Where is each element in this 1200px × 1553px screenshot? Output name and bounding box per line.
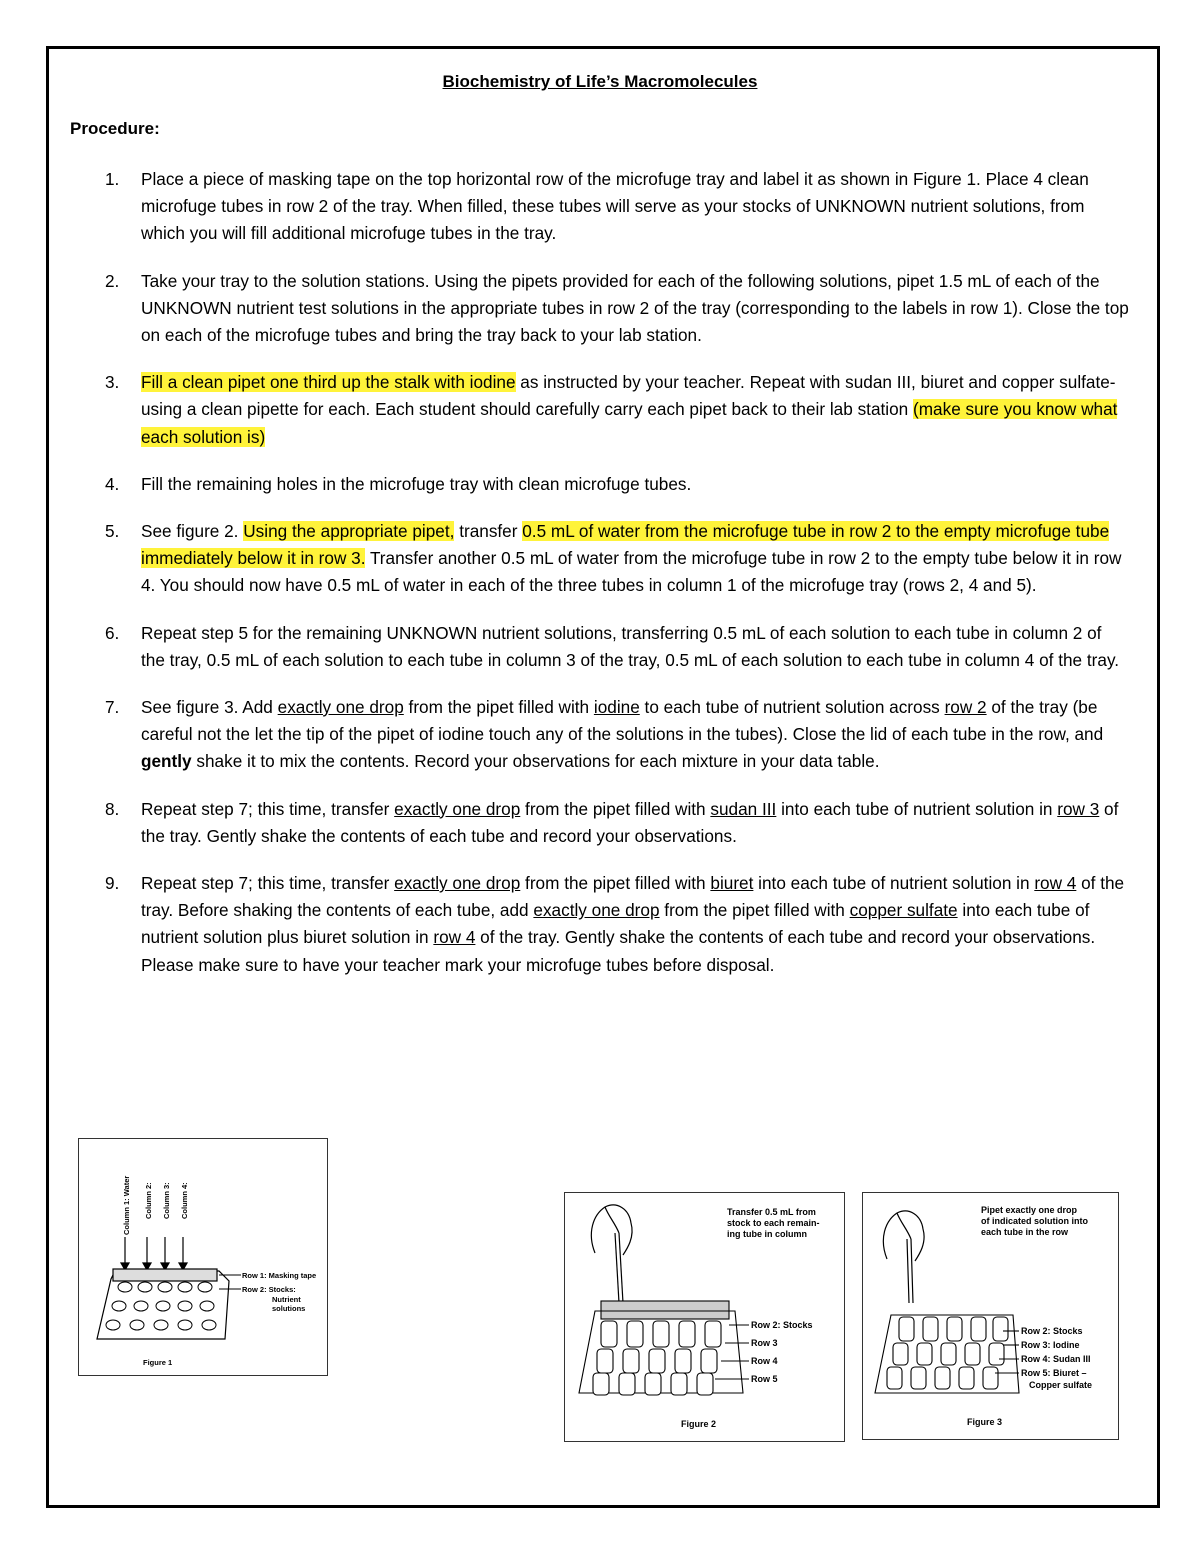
fig1-caption: Figure 1 (143, 1358, 173, 1367)
fig3-row-label: Row 2: Stocks (1021, 1326, 1083, 1336)
fig2-note: ing tube in column (727, 1229, 807, 1239)
step-1: 1. Place a piece of masking tape on the top horizontal row of the microfuge tray and label it as shown in Figure 1. Place 4 clean microfuge tubes in row 2 of the tray. When filled, these tubes will serve as your stocks of UNKNOWN nutrient solutions, from which you will fill additional microfuge tubes in the tray. (105, 169, 1089, 244)
fig2-caption: Figure 2 (681, 1419, 717, 1429)
fig2-row-label: Row 2: Stocks (751, 1320, 813, 1330)
fig3-caption: Figure 3 (967, 1417, 1003, 1427)
fig1-column-label: Column 1: Water (122, 1175, 131, 1235)
fig1-column-label: Column 3: (162, 1182, 171, 1219)
step-9: 9. Repeat step 7; this time, transfer exactly one drop from the pipet filled with biuret into each tube of nutrient solution in row 4 of the tray. Before shaking the contents of each tube, add exactly one drop from the pipet filled with copper sulfate into each tube of nutrient solution plus biuret solution in row 4 of the tray. Gently shake the contents of each tube and record your observations. Please make sure to have your teacher mark your microfuge tubes before disposal. (105, 873, 1125, 975)
fig1-row2-label: Row 2: Stocks: (242, 1285, 296, 1294)
figure-3 (862, 1192, 1119, 1440)
fig3-row-label: Row 4: Sudan III (1021, 1354, 1091, 1364)
step-4: 4. Fill the remaining holes in the microfuge tray with clean microfuge tubes. (105, 473, 692, 494)
highlight: 0.5 mL of water from the microfuge tube in row 2 to the empty microfuge tube immediately below it in row 3. (141, 521, 1110, 569)
fig1-column-label: Column 4: (180, 1182, 189, 1219)
highlight: (make sure you know what each solution is) (141, 399, 1118, 447)
procedure-list (100, 166, 1130, 999)
fig3-note: Pipet exactly one drop (981, 1205, 1078, 1215)
fig2-row-label: Row 4 (751, 1356, 778, 1366)
step-8: 8. Repeat step 7; this time, transfer exactly one drop from the pipet filled with sudan III into each tube of nutrient solution in row 3 of the tray. Gently shake the contents of each tube and record your observations. (105, 798, 1119, 846)
figure-1-illustration (79, 1139, 327, 1375)
step-3: 3. Fill a clean pipet one third up the stalk with iodine as instructed by your teacher. Repeat with sudan III, biuret and copper sulfate-using a clean pipette for each. Each student should carefully carry each pipet back to their lab station (make sure you know what each solution is) (105, 372, 1118, 447)
step-6: 6. Repeat step 5 for the remaining UNKNOWN nutrient solutions, transferring 0.5 mL of each solution to each tube in column 2 of the tray, 0.5 mL of each solution to each tube in column 3 of the tray, 0.5 mL of each solution to each tube in column 4 of the tray. (105, 622, 1120, 670)
fig1-row1-label: Row 1: Masking tape (242, 1271, 317, 1280)
fig1-column-label: Column 2: (144, 1182, 153, 1219)
fig2-row-label: Row 3 (751, 1338, 778, 1348)
step-2: 2. Take your tray to the solution stations. Using the pipets provided for each of the following solutions, pipet 1.5 mL of each of the UNKNOWN nutrient test solutions in the appropriate tubes in row 2 of the tray (corresponding to the labels in row 1). Close the top on each of the microfuge tubes and bring the tray back to your lab station. (105, 270, 1129, 346)
fig3-row-label-line: Copper sulfate (1029, 1380, 1093, 1390)
figure-1 (78, 1138, 328, 1376)
fig2-note: stock to each remain- (727, 1218, 820, 1228)
step-5: 5. See figure 2. Using the appropriate pipet, transfer 0.5 mL of water from the microfuge tube in row 2 to the empty microfuge tube immediately below it in row 3. Transfer another 0.5 mL of water from the microfuge tube in row 2 to the empty tube below it in row 4. You should now have 0.5 mL of water in each of the three tubes in column 1 of the microfuge tray (rows 2, 4 and 5). (105, 521, 1122, 596)
fig2-row-label: Row 5 (751, 1374, 778, 1384)
fig3-note: each tube in the row (981, 1227, 1069, 1237)
highlight: Fill a clean pipet one third up the stalk with iodine (141, 372, 516, 393)
fig3-row-label: Row 5: Biuret – (1021, 1368, 1087, 1378)
figure-2 (564, 1192, 845, 1442)
figure-2-illustration (565, 1193, 844, 1441)
fig1-row2-label-line: solutions (272, 1304, 306, 1313)
page-title: Biochemistry of Life’s Macromolecules (442, 72, 758, 91)
fig3-note: of indicated solution into (981, 1216, 1088, 1226)
fig1-row2-label-line: Nutrient (272, 1295, 301, 1304)
fig3-row-label: Row 3: Iodine (1021, 1340, 1080, 1350)
step-7: 7. See figure 3. Add exactly one drop from the pipet filled with iodine to each tube of nutrient solution across row 2 of the tray (be careful not the let the tip of the pipet of iodine touch any of the solutions in the tubes). Close the lid of each tube in the row, and gently shake it to mix the contents. Record your observations for each mixture in your data table. (105, 697, 1104, 772)
procedure-heading: Procedure: (70, 119, 160, 138)
fig2-note: Transfer 0.5 mL from (727, 1207, 816, 1217)
figure-3-illustration (863, 1193, 1118, 1439)
highlight: Using the appropriate pipet, (243, 521, 455, 542)
